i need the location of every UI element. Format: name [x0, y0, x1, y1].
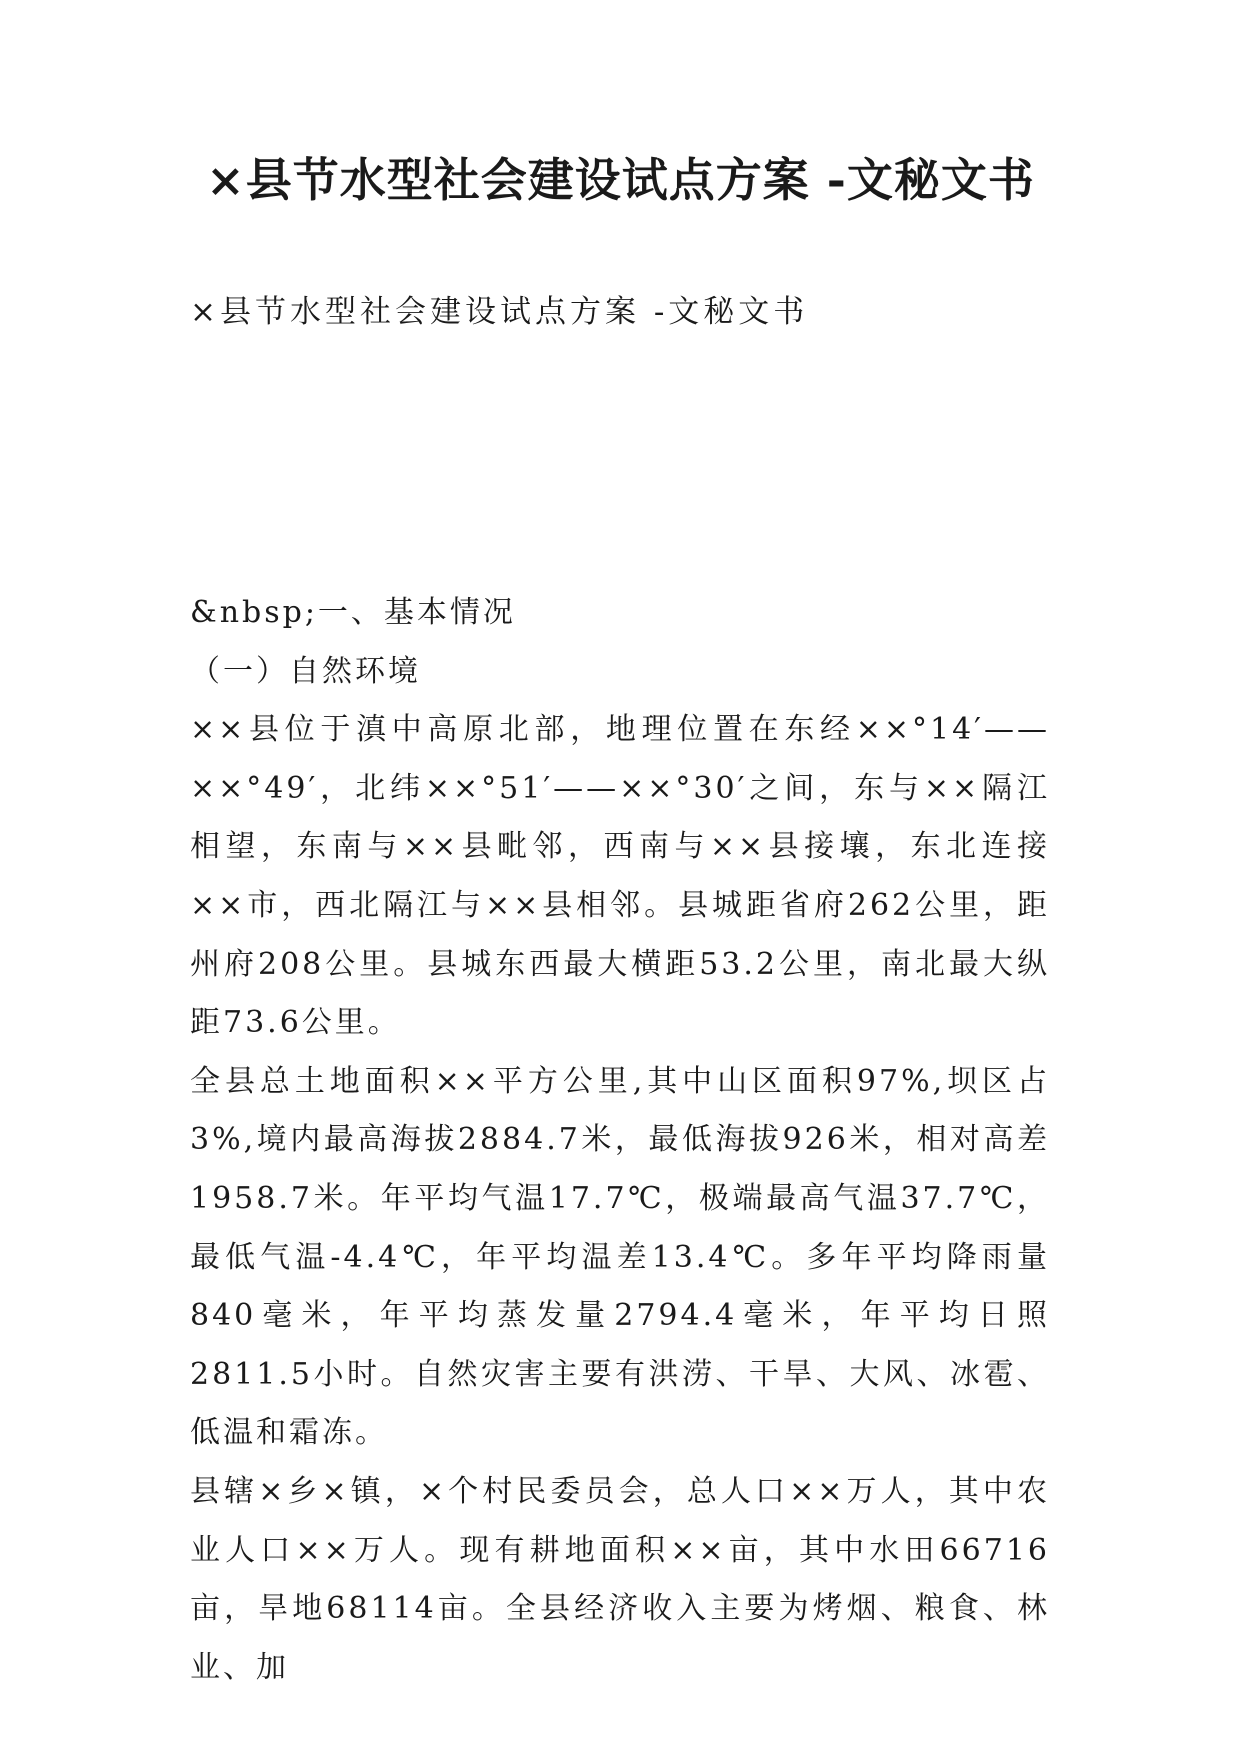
section-heading: &nbsp;一、基本情况: [190, 595, 516, 630]
paragraph-climate: 全县总土地面积××平方公里,其中山区面积97%,坝区占3%,境内最高海拔2884.7米，最低海拔926米，相对高差1958.7米。年平均气温17.7℃，极端最高气温37.7℃，最低气温-4.4℃，年平均温差13.4℃。多年平均降雨量840毫米，年平均蒸发量2794.4毫米，年平均日照2811.5小时。自然灾害主要有洪涝、干旱、大风、冰雹、低温和霜冻。: [190, 1063, 1050, 1451]
document-subtitle: ×县节水型社会建设试点方案 -文秘文书: [190, 294, 809, 330]
document-title: ×县节水型社会建设试点方案 -文秘文书: [206, 153, 1035, 207]
paragraph-population: 县辖×乡×镇，×个村民委员会，总人口××万人，其中农业人口××万人。现有耕地面积××亩，其中水田66716亩，旱地68114亩。全县经济收入主要为烤烟、粮食、林业、加: [190, 1473, 1050, 1685]
document-body: [190, 584, 1050, 1697]
paragraph-location: ××县位于滇中高原北部，地理位置在东经××°14′——××°49′，北纬××°51′——××°30′之间，东与××隔江相望，东南与××县毗邻，西南与××县接壤，东北连接××市，西北隔江与××县相邻。县城距省府262公里，距州府208公里。县城东西最大横距53.2公里，南北最大纵距73.6公里。: [190, 712, 1050, 1041]
subsection-heading: （一）自然环境: [190, 653, 421, 689]
